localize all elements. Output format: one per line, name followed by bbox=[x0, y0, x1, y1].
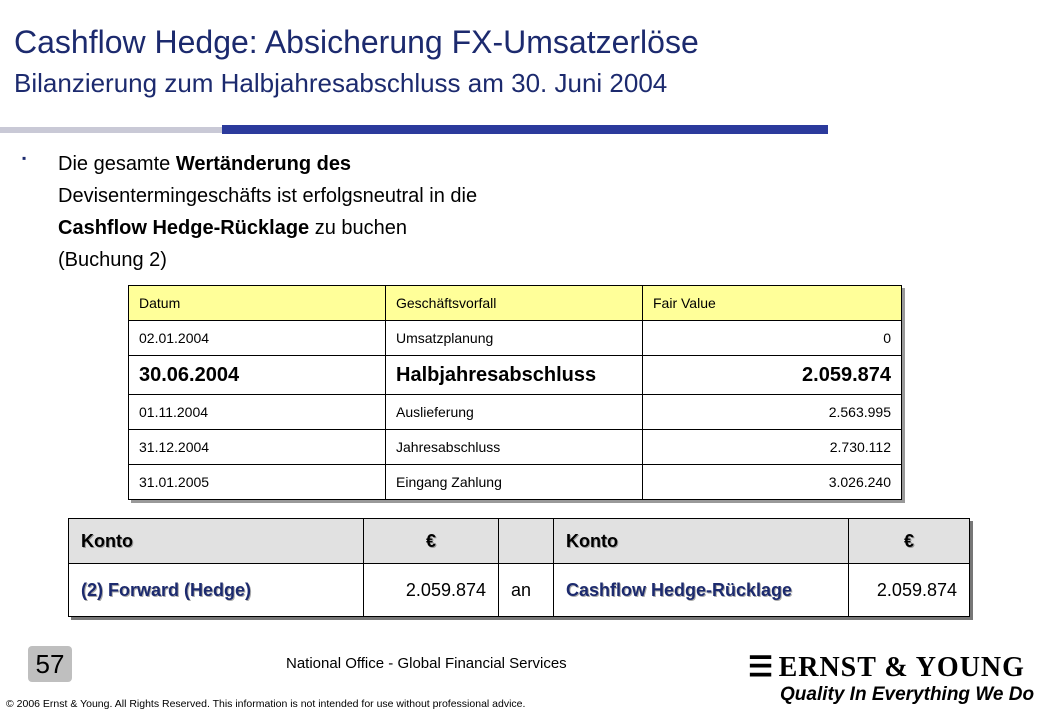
table-cell: 2.059.874 bbox=[643, 356, 902, 395]
page-number: 57 bbox=[28, 646, 72, 682]
page-subtitle: Bilanzierung zum Halbjahresabschluss am 30. Juni 2004 bbox=[14, 68, 668, 98]
booking-table bbox=[68, 518, 970, 617]
booking-row bbox=[69, 564, 970, 617]
title-rule-grey bbox=[0, 127, 222, 133]
table-cell: Auslieferung bbox=[386, 395, 643, 430]
header-cell: € bbox=[849, 519, 970, 564]
credit-account: Cashflow Hedge-Rücklage bbox=[554, 564, 849, 617]
table-cell: Umsatzplanung bbox=[386, 321, 643, 356]
table-cell: Eingang Zahlung bbox=[386, 465, 643, 500]
table-row bbox=[129, 321, 902, 356]
bullet-text-part: Die gesamte bbox=[58, 153, 176, 175]
page-title: Cashflow Hedge: Absicherung FX-Umsatzerlöse bbox=[14, 24, 699, 60]
table-cell: 31.12.2004 bbox=[129, 430, 386, 465]
footer-label: National Office - Global Financial Services bbox=[286, 655, 567, 672]
table-row bbox=[129, 395, 902, 430]
table-cell: 01.11.2004 bbox=[129, 395, 386, 430]
table-header-row bbox=[129, 286, 902, 321]
table-row bbox=[129, 465, 902, 500]
table-row bbox=[129, 430, 902, 465]
booking-header-row bbox=[69, 519, 970, 564]
debit-amount: 2.059.874 bbox=[364, 564, 499, 617]
header-cell: Fair Value bbox=[643, 286, 902, 321]
bullet-marker-icon: ▪ bbox=[22, 151, 27, 165]
table-cell: 3.026.240 bbox=[643, 465, 902, 500]
header-cell: Geschäftsvorfall bbox=[386, 286, 643, 321]
fair-value-table bbox=[128, 285, 902, 500]
table-cell: Jahresabschluss bbox=[386, 430, 643, 465]
debit-account: (2) Forward (Hedge) bbox=[69, 564, 364, 617]
header-cell: Konto bbox=[554, 519, 849, 564]
copyright-notice: © 2006 Ernst & Young. All Rights Reserved. This information is not intended for use without professional advice. bbox=[6, 698, 526, 710]
tagline: Quality In Everything We Do bbox=[780, 684, 1035, 705]
title-rule-blue bbox=[222, 125, 828, 134]
bullet-text-bold: Wertänderung des bbox=[175, 153, 352, 175]
bullet-text bbox=[58, 148, 498, 276]
company-logo bbox=[748, 650, 1025, 684]
bullet-text-bold: Cashflow Hedge-Rücklage bbox=[58, 217, 310, 239]
bullet-text-part: zu buchen (Buchung 2) bbox=[58, 217, 408, 271]
bullet-text-part: Devisentermingeschäfts ist erfolgsneutral in die bbox=[58, 185, 478, 207]
table-cell: 02.01.2004 bbox=[129, 321, 386, 356]
logo-text: ERNST & YOUNG bbox=[778, 652, 1025, 683]
table-cell: Halbjahresabschluss bbox=[386, 356, 643, 395]
header-cell: Datum bbox=[129, 286, 386, 321]
header-cell bbox=[499, 519, 554, 564]
header-cell: Konto bbox=[69, 519, 364, 564]
table-cell: 30.06.2004 bbox=[129, 356, 386, 395]
header-cell: € bbox=[364, 519, 499, 564]
table-cell: 2.730.112 bbox=[643, 430, 902, 465]
logo-mark-icon: ☰ bbox=[748, 652, 775, 683]
table-cell: 0 bbox=[643, 321, 902, 356]
table-cell: 2.563.995 bbox=[643, 395, 902, 430]
credit-amount: 2.059.874 bbox=[849, 564, 970, 617]
table-cell: 31.01.2005 bbox=[129, 465, 386, 500]
table-row-highlight bbox=[129, 356, 902, 395]
booking-connector: an bbox=[499, 564, 554, 617]
